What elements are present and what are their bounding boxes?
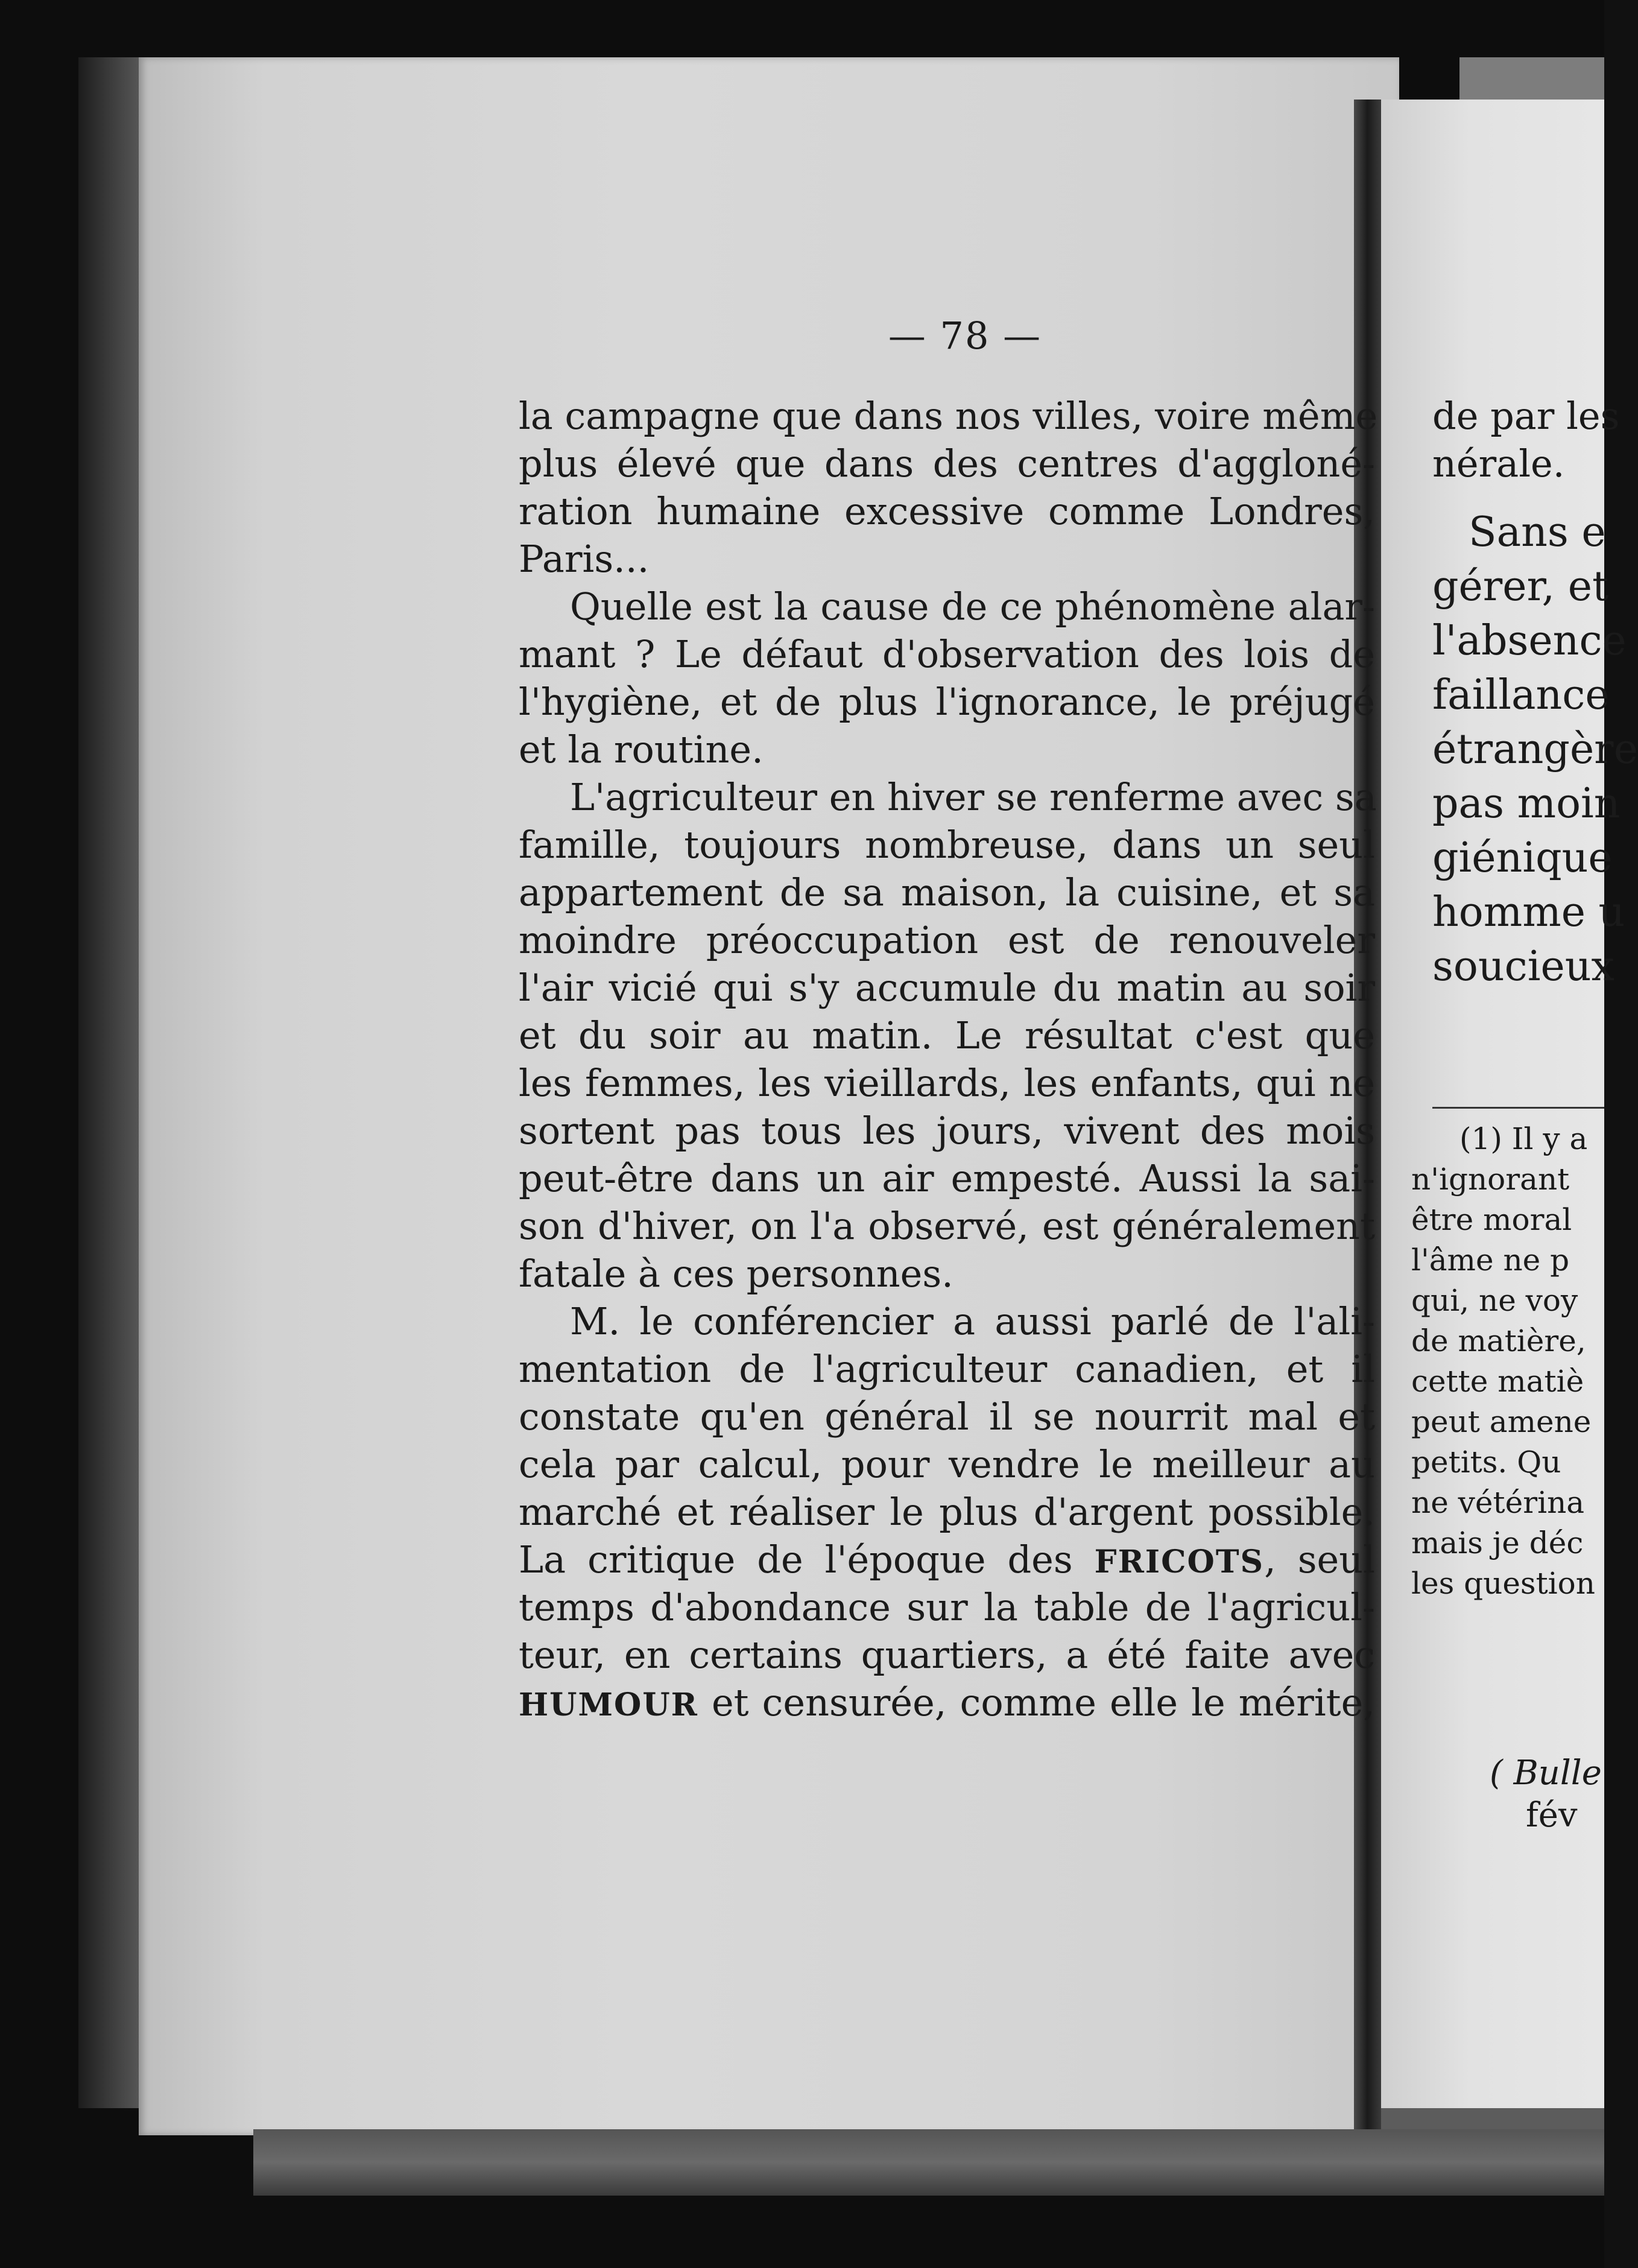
text-line: gérer, et (1432, 563, 1609, 610)
text-line: Sans e (1469, 508, 1606, 556)
text-line: nérale. (1432, 442, 1565, 486)
text-line: mant ? Le défaut d'observation des lois de (519, 632, 1375, 676)
footnote-line: l'âme ne p (1411, 1243, 1570, 1278)
footnote-line: les question (1411, 1566, 1595, 1601)
text-line: pas moin (1432, 780, 1621, 828)
text-line: soucieux (1432, 943, 1614, 990)
text-line: les femmes, les vieillards, les enfants, qui ne (519, 1061, 1375, 1105)
text-line: étrangère (1432, 726, 1638, 773)
text-line: temps d'abondance sur la table de l'agricul- (519, 1585, 1375, 1629)
text-line: fatale à ces personnes. (519, 1252, 953, 1296)
text-line: l'absence (1432, 617, 1627, 665)
film-edge-top (1459, 57, 1604, 100)
footnote-line: cette matiè (1411, 1364, 1584, 1399)
footnote-divider (1432, 1107, 1604, 1109)
footnote-line: ne vétérina (1411, 1485, 1585, 1520)
text-line: famille, toujours nombreuse, dans un seul (519, 823, 1375, 867)
page-number: — 78 — (888, 314, 1042, 358)
footnote-line: petits. Qu (1411, 1445, 1561, 1480)
text-fragment: , seul (1264, 1538, 1375, 1582)
text-fragment: et censurée, comme elle le mérite, (698, 1680, 1375, 1725)
footnote-line: peut amene (1411, 1404, 1592, 1439)
text-line: cela par calcul, pour vendre le meilleur au (519, 1442, 1375, 1486)
text-line: homme u (1432, 889, 1625, 936)
right-page-citation (1490, 1752, 1610, 1843)
text-line: Quelle est la cause de ce phénomène alar- (570, 584, 1375, 629)
text-fragment: La critique de l'époque des (519, 1538, 1073, 1582)
text-line: sortent pas tous les jours, vivent des mois (519, 1109, 1375, 1153)
text-line: son d'hiver, on l'a observé, est généralement (519, 1204, 1375, 1248)
text-line: Paris... (519, 537, 650, 581)
citation-line: ( Bulle (1490, 1753, 1602, 1793)
text-line: et la routine. (519, 727, 764, 771)
right-page-body (1432, 392, 1638, 1116)
text-line: teur, en certains quartiers, a été faite avec (519, 1633, 1375, 1677)
text-line: appartement de sa maison, la cuisine, et sa (519, 870, 1375, 914)
citation-line: fév (1526, 1796, 1578, 1835)
text-line: de par les (1432, 394, 1620, 438)
left-page-body (519, 392, 1378, 1726)
text-line: moindre préoccupation est de renouveler (519, 918, 1375, 962)
text-line: M. le conférencier a aussi parlé de l'ali- (570, 1299, 1375, 1343)
right-page-footnotes (1411, 1119, 1604, 1698)
text-line: marché et réaliser le plus d'argent possible. (519, 1490, 1375, 1534)
text-line: L'agriculteur en hiver se renferme avec sa (570, 775, 1377, 819)
text-line: peut-être dans un air empesté. Aussi la sai- (519, 1156, 1375, 1200)
small-caps-word: FRICOTS (1094, 1544, 1265, 1580)
footnote-line: qui, ne voy (1411, 1283, 1578, 1318)
footnote-line: de matière, (1411, 1323, 1586, 1358)
text-line: l'air vicié qui s'y accumule du matin au soir (519, 966, 1375, 1010)
text-line: l'hygiène, et de plus l'ignorance, le préjugé (519, 680, 1375, 724)
footnote-line: mais je déc (1411, 1525, 1584, 1560)
text-line: mentation de l'agriculteur canadien, et il (519, 1347, 1375, 1391)
text-line: et du soir au matin. Le résultat c'est que (519, 1013, 1375, 1057)
text-line: la campagne que dans nos villes, voire même (519, 394, 1378, 438)
text-line: giénique (1432, 834, 1613, 882)
footnote-line: n'ignorant (1411, 1162, 1570, 1197)
text-line (519, 1679, 1375, 1726)
film-edge-bottom (253, 2129, 1604, 2196)
text-line: ration humaine excessive comme Londres, (519, 489, 1375, 533)
text-line: plus élevé que dans des centres d'aggloné- (519, 442, 1375, 486)
small-caps-word: HUMOUR (519, 1687, 698, 1723)
text-line: faillance (1432, 671, 1610, 719)
footnote-line: être moral (1411, 1202, 1572, 1237)
footnote-line: (1) Il y a (1459, 1121, 1588, 1156)
text-line: constate qu'en général il se nourrit mal et (519, 1395, 1375, 1439)
text-line (519, 1536, 1375, 1583)
